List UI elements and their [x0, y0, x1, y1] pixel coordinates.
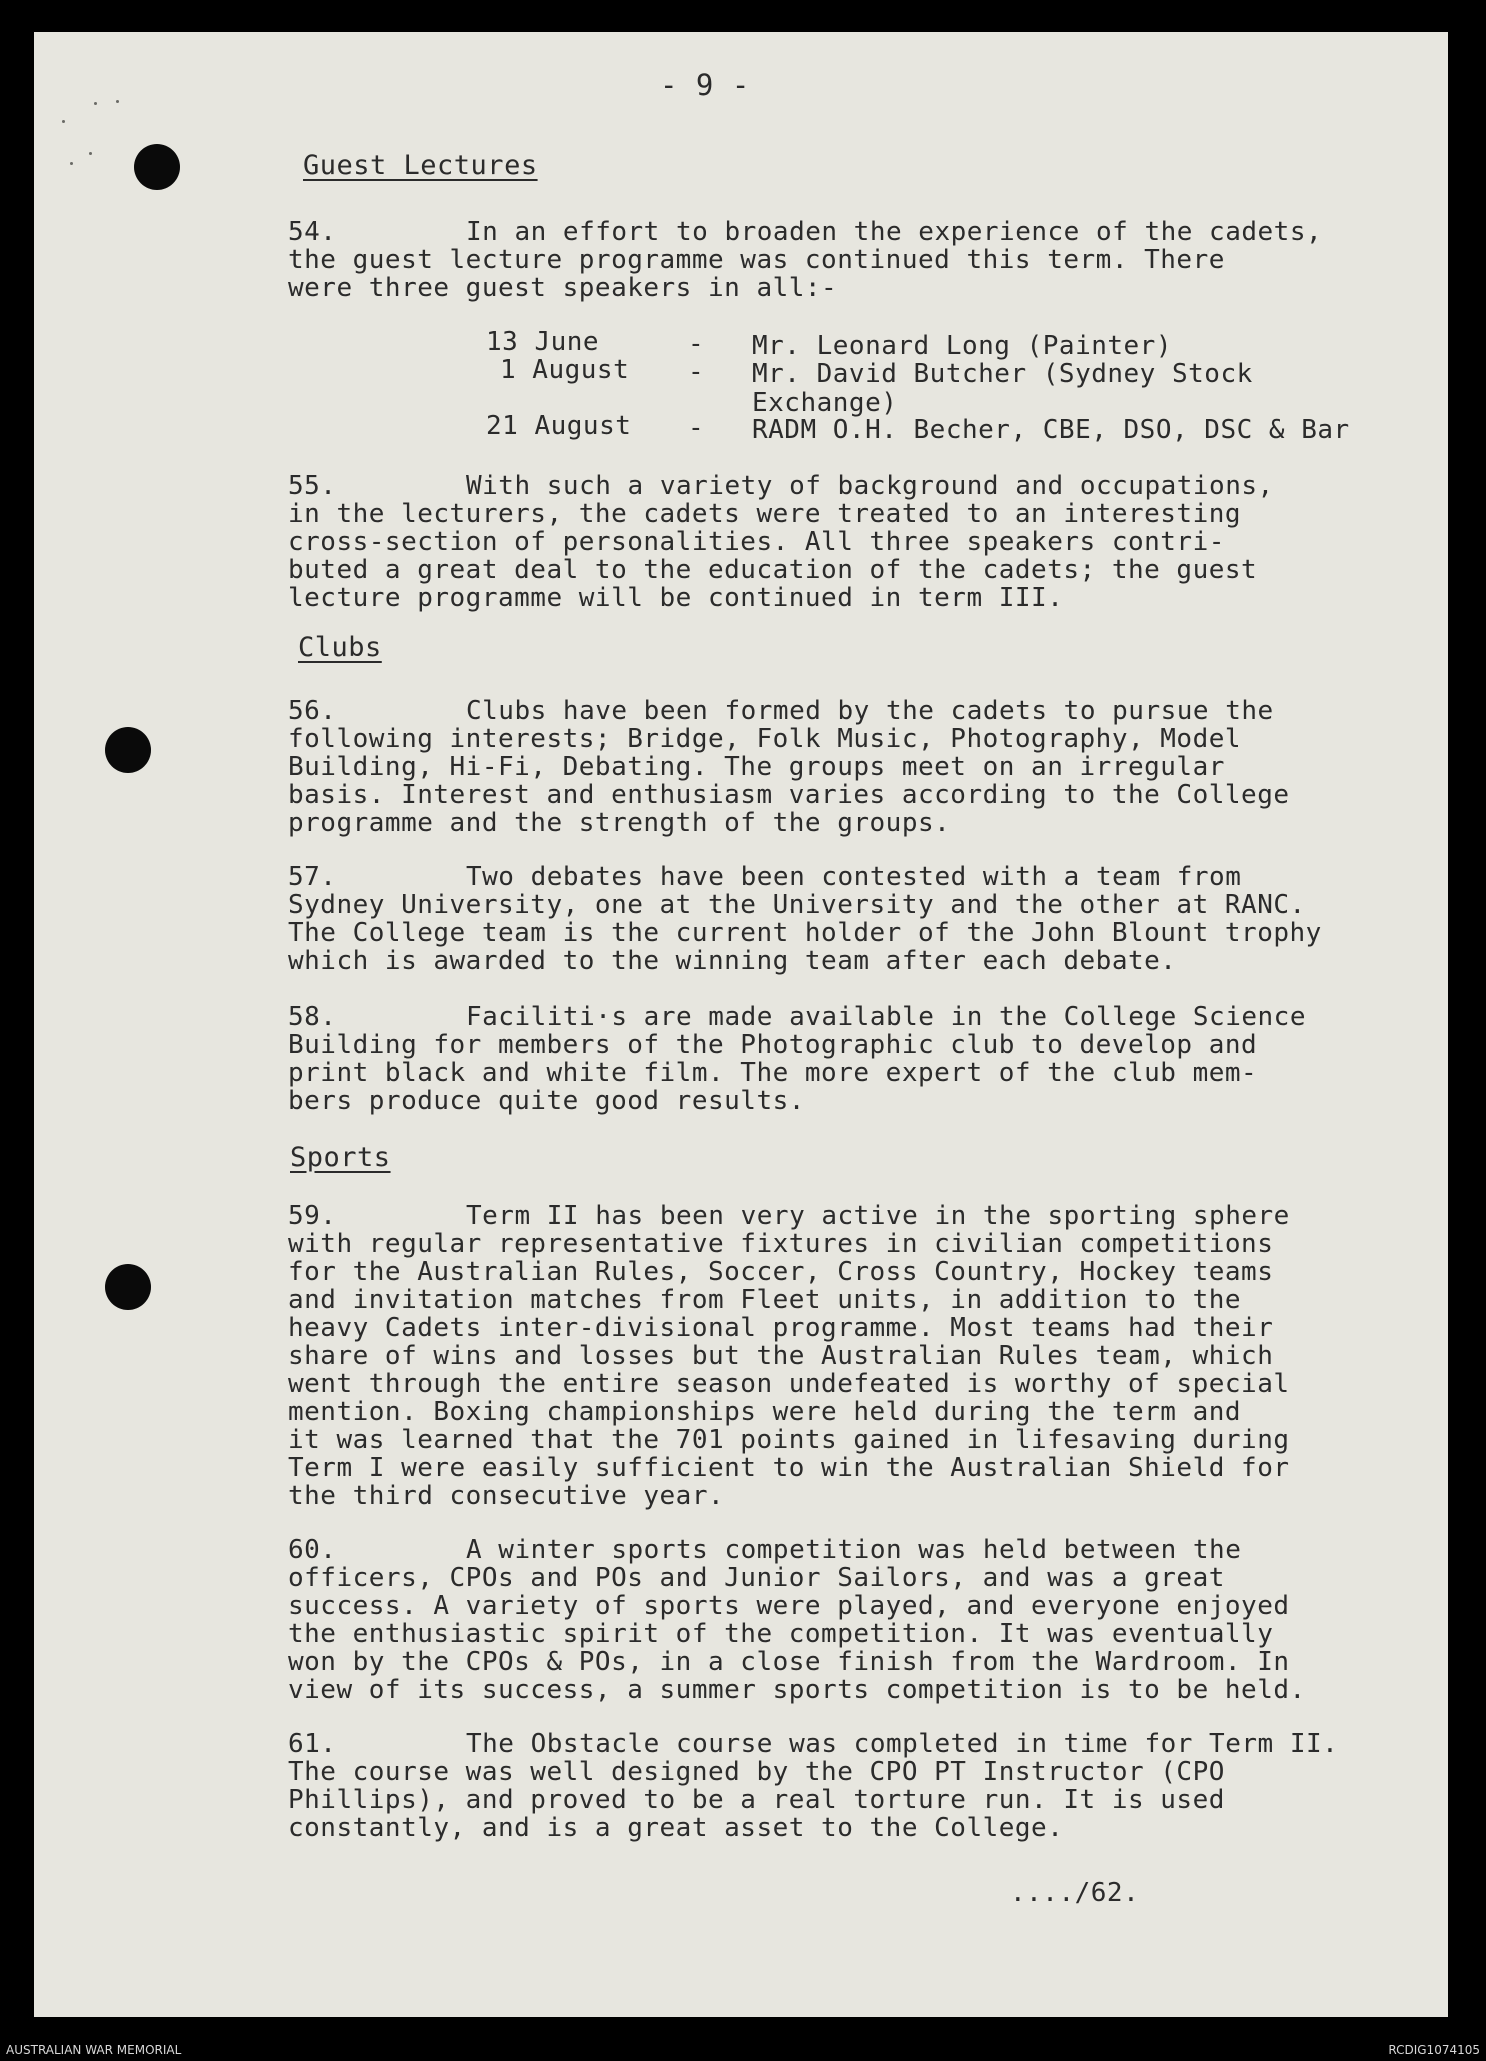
paragraph-number: 56. — [288, 696, 337, 726]
paragraph-number: 59. — [288, 1201, 337, 1231]
lecture-speaker: RADM O.H. Becher, CBE, DSO, DSC & Bar — [752, 415, 1350, 445]
lecture-dash: - — [688, 413, 705, 443]
paragraph-number: 54. — [288, 217, 337, 247]
paragraph-text: A winter sports competition was held between the officers, CPOs and POs and Junior Sailors, and was a great success. A variety of sports were played, and everyone enjoyed the enthusiastic spirit of the competition. It was eventually won by the CPOs & POs, in a close finish from the Wardroom. In view of its success, a summer sports competition is to be held. — [288, 1535, 1306, 1705]
punch-hole — [105, 1264, 151, 1310]
paragraph-57 — [288, 863, 1393, 975]
paragraph-text: In an effort to broaden the experience of the cadets, the guest lecture programme was continued this term. There were three guest speakers in all:- — [288, 217, 1323, 303]
lecture-dash: - — [688, 357, 705, 387]
paragraph-number: 57. — [288, 862, 337, 892]
paragraph-number: 61. — [288, 1729, 337, 1759]
section-heading-guest-lectures: Guest Lectures — [303, 150, 538, 181]
continuation-marker: ..../62. — [1010, 1878, 1140, 1908]
paragraph-text: Clubs have been formed by the cadets to pursue the following interests; Bridge, Folk Music, Photography, Model Building, Hi-Fi, Debating. The groups meet on an irregular basis. Interest and enthusiasm varies according to the College programme and the strength of the groups. — [288, 696, 1290, 838]
section-heading-clubs: Clubs — [298, 632, 382, 663]
speck — [89, 152, 92, 155]
paragraph-number: 55. — [288, 471, 337, 501]
speck — [94, 102, 97, 105]
page-number: - 9 - — [660, 68, 750, 102]
paragraph-59 — [288, 1202, 1393, 1510]
paragraph-61 — [288, 1730, 1393, 1842]
archive-footer — [0, 2040, 1486, 2061]
lecture-speaker: Mr. David Butcher (Sydney Stock Exchange) — [752, 359, 1253, 418]
lecture-date: 13 June — [486, 327, 600, 357]
speck — [70, 162, 73, 165]
paragraph-58 — [288, 1003, 1393, 1115]
paragraph-text: The Obstacle course was completed in time for Term II. The course was well designed by the CPO PT Instructor (CPO Phillips), and proved to be a real torture run. It is used constantly, and is a great asset to the College. — [288, 1729, 1339, 1843]
lecture-date: 1 August — [500, 355, 630, 385]
paragraph-text: Faciliti·s are made available in the College Science Building for members of the Photographic club to develop and print black and white film. The more expert of the club mem- bers produce quite good results. — [288, 1002, 1306, 1116]
punch-hole — [134, 144, 180, 190]
paragraph-text: Term II has been very active in the sporting sphere with regular representative fixtures in civilian competitions for the Australian Rules, Soccer, Cross Country, Hockey teams and invitation matches from Fleet units, in addition to the heavy Cadets inter-divisional programme. Most teams had their share of wins and losses but the Australian Rules team, which went through the entire season undefeated is worthy of special mention. Boxing championships were held during the term and it was learned that the 701 points gained in lifesaving during Term I were easily sufficient to win the Australian Shield for the third consecutive year. — [288, 1201, 1290, 1511]
section-heading-sports: Sports — [290, 1142, 391, 1173]
lecture-speaker: Mr. Leonard Long (Painter) — [752, 331, 1172, 361]
paragraph-text: Two debates have been contested with a team from Sydney University, one at the University and the other at RANC. The College team is the current holder of the John Blount trophy which is awarded to the winning team after each debate. — [288, 862, 1322, 976]
paragraph-number: 58. — [288, 1002, 337, 1032]
lecture-dash: - — [688, 329, 705, 359]
lecture-date: 21 August — [486, 411, 632, 441]
archive-name: AUSTRALIAN WAR MEMORIAL — [6, 2043, 182, 2057]
paragraph-55 — [288, 472, 1393, 612]
paragraph-54 — [288, 218, 1393, 302]
paragraph-60 — [288, 1536, 1393, 1704]
archive-id: RCDIG1074105 — [1388, 2043, 1480, 2057]
paragraph-text: With such a variety of background and occupations, in the lecturers, the cadets were treated to an interesting cross-section of personalities. All three speakers contri- buted a great deal to the education of the cadets; the guest lecture programme will be continued in term III. — [288, 471, 1274, 613]
paragraph-number: 60. — [288, 1535, 337, 1565]
speck — [116, 100, 119, 103]
speck — [62, 120, 65, 123]
punch-hole — [105, 727, 151, 773]
paragraph-56 — [288, 697, 1393, 837]
